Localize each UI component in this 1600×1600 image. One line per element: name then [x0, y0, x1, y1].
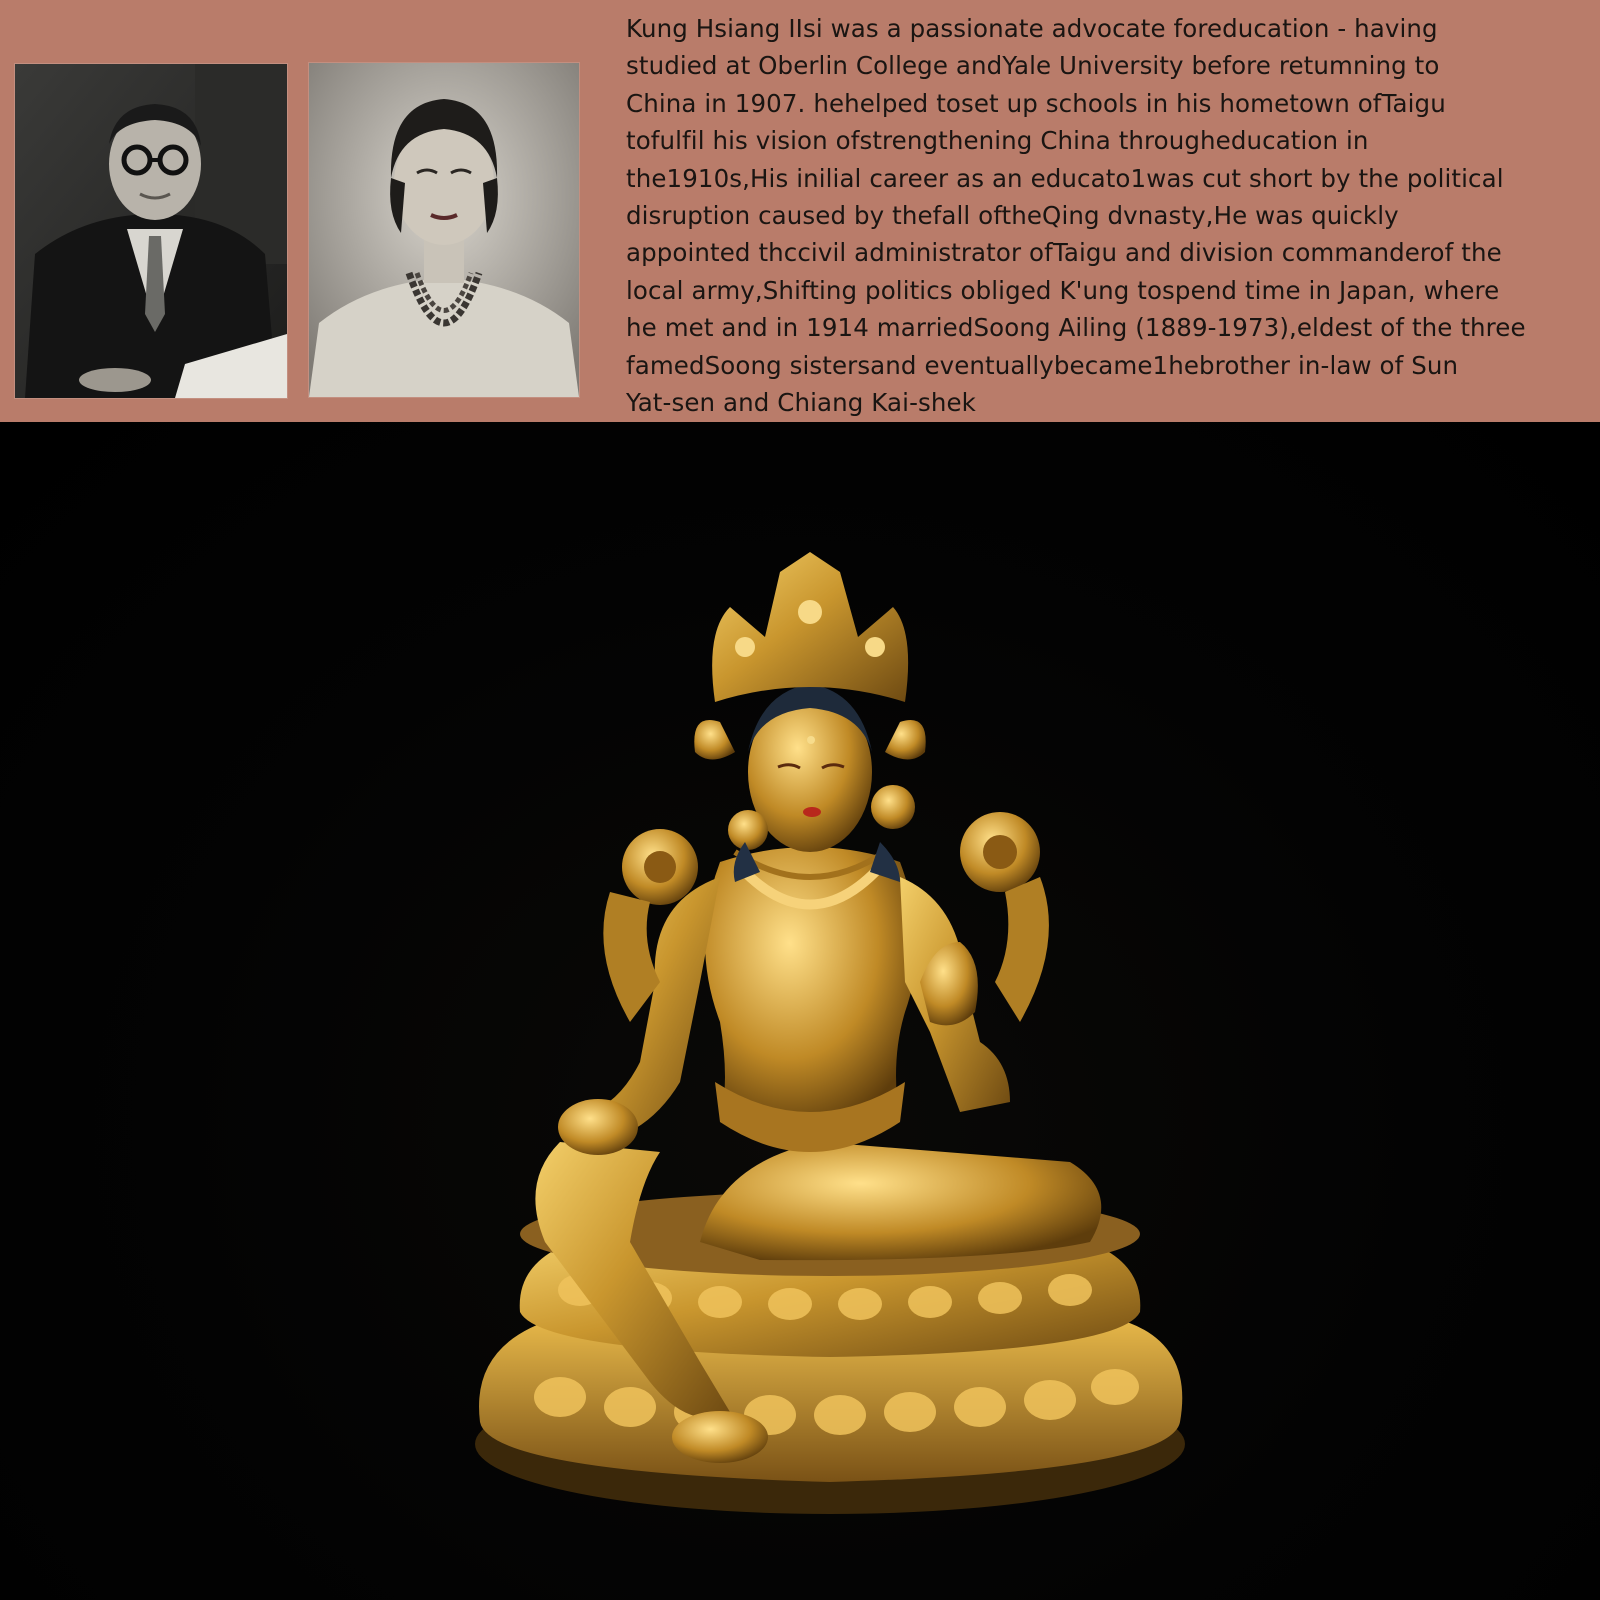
bio-line: China in 1907. hehelped toset up schools in his hometown ofTaigu — [626, 88, 1446, 118]
bio-line: famedSoong sistersand eventuallybecame1hebrother in-law of Sun — [626, 350, 1459, 380]
bio-line: disruption caused by thefall oftheQing dvnasty,He was quickly — [626, 201, 1399, 231]
bio-line: Kung Hsiang IIsi was a passionate advocate foreducation - having — [626, 14, 1438, 43]
bio-line: the1910s,His inilial career as an educato1was cut short by the political — [626, 163, 1504, 193]
bio-line: Yat-sen and Chiang Kai-shek — [626, 388, 976, 418]
bio-line: appointed thccivil administrator ofTaigu and division commanderof the — [626, 238, 1502, 268]
man-portrait-photo — [15, 64, 287, 398]
woman-portrait-photo — [309, 63, 579, 397]
biography-text — [626, 10, 1526, 421]
bio-line: studied at Oberlin College andYale University before retumning to — [626, 51, 1440, 81]
bio-line: tofulfil his vision ofstrengthening China througheducation in — [626, 126, 1369, 156]
bio-line: local army,Shifting politics obliged K'ung tospend time in Japan, where — [626, 275, 1500, 305]
info-banner — [0, 0, 1600, 422]
statue-photo — [0, 422, 1600, 1600]
bio-line: he met and in 1914 marriedSoong Ailing (1889-1973),eldest of the three — [626, 313, 1526, 343]
gilt-bronze-statue-illustration — [0, 422, 1600, 1600]
